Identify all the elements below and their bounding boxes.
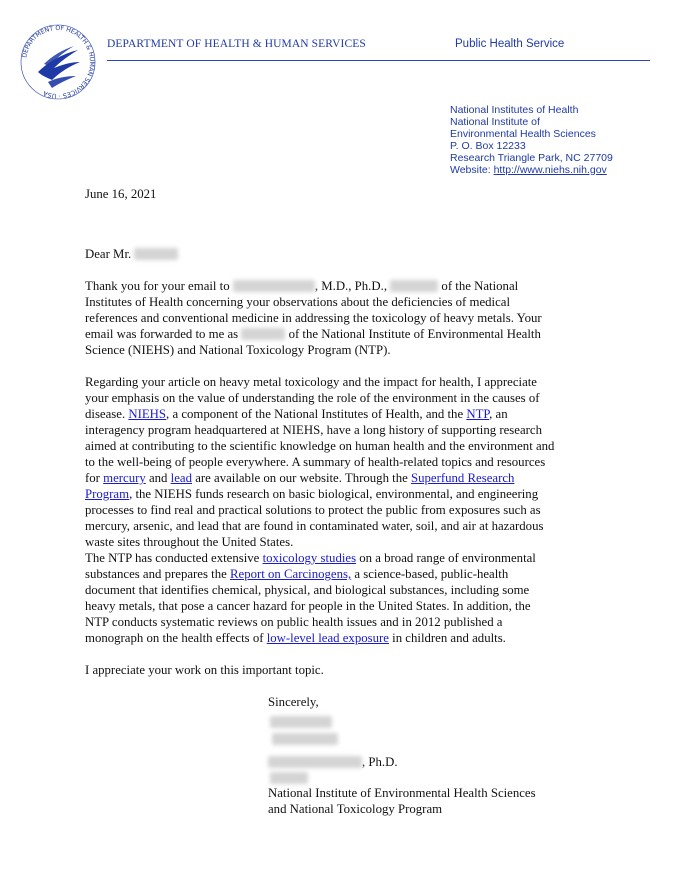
superfund-research-link[interactable]: Superfund Research (411, 471, 515, 485)
redacted-title (241, 328, 285, 340)
redacted-name (233, 280, 315, 292)
text: and (148, 471, 168, 485)
mercury-link[interactable]: mercury (103, 471, 146, 485)
redacted-title (390, 280, 438, 292)
salutation (85, 246, 178, 262)
redacted-signer-name (268, 756, 362, 768)
text: are available on our website. Through the (195, 471, 408, 485)
lead-link[interactable]: lead (170, 471, 192, 485)
text: for (85, 471, 100, 485)
seal-text: DEPARTMENT OF HEALTH & HUMAN SERVICES · USA (21, 24, 96, 100)
website-link[interactable]: http://www.niehs.nih.gov (493, 163, 607, 176)
text: Thank you for your email to (85, 279, 230, 293)
text: email was forwarded to me as (85, 327, 239, 341)
text-line: Regarding your article on heavy metal toxicology and the impact for health, I appreciate (85, 375, 537, 389)
text-line: waste sites throughout the United States. (85, 535, 294, 549)
return-address (450, 105, 613, 176)
closing: Sincerely, (268, 695, 319, 709)
hhs-seal-logo (18, 22, 98, 102)
text: substances and prepares the (85, 567, 227, 581)
institution-line-1: National Institute of Environmental Health Sciences (268, 786, 536, 800)
text: disease. (85, 407, 126, 421)
report-on-carcinogens-link[interactable]: Report on Carcinogens, (229, 567, 352, 581)
text-line: mercury, arsenic, and lead that are found in contaminated water, soil, and air at hazardous (85, 519, 544, 533)
address-line: P. O. Box 12233 (450, 139, 526, 152)
text-line: aimed at contributing to the scientific knowledge on human health and the environment and (85, 439, 555, 453)
text-line: heavy metals, that pose a cancer hazard for people in the United States. In addition, the (85, 599, 531, 613)
text: of the National (441, 279, 519, 293)
institution-line-2: and National Toxicology Program (268, 802, 443, 816)
ntp-link[interactable]: NTP (466, 407, 490, 421)
letterhead-divider (107, 60, 650, 61)
signature-scribble (270, 716, 332, 728)
text-line: interagency program headquartered at NIEHS, have a long history of supporting research (85, 423, 542, 437)
address-line: National Institutes of Health (450, 104, 579, 116)
letter-date: June 16, 2021 (85, 187, 157, 201)
paragraph-4: I appreciate your work on this important topic. (85, 663, 324, 677)
eagle-icon (38, 46, 80, 88)
text: in children and adults. (392, 631, 506, 645)
website-line (450, 165, 613, 177)
text-line: Institutes of Health concerning your observations about the deficiencies of medical (85, 295, 511, 309)
paragraph-3 (85, 550, 645, 646)
text-line: your emphasis on the value of understanding the role of the environment in the causes of (85, 391, 540, 405)
text: , the NIEHS funds research on basic biological, environmental, and engineering (129, 487, 539, 501)
paragraph-1 (85, 278, 645, 358)
signer-name-line (268, 754, 398, 770)
public-health-service: Public Health Service (455, 38, 565, 50)
website-label: Website: (450, 163, 494, 176)
text-line: references and conventional medicine in addressing the toxicology of heavy metals. Your (85, 311, 542, 325)
text-line: processes to find real and practical solutions to protect the public from exposures such as (85, 503, 541, 517)
text: monograph on the health effects of (85, 631, 264, 645)
text: on a broad range of environmental (359, 551, 536, 565)
toxicology-studies-link[interactable]: toxicology studies (262, 551, 357, 565)
address-line: National Institute of (450, 115, 540, 128)
signer-degree: , Ph.D. (362, 755, 398, 769)
text: , a component of the National Institutes of Health, and the (166, 407, 464, 421)
address-line: Research Triangle Park, NC 27709 (450, 151, 613, 164)
text: a science-based, public-health (354, 567, 509, 581)
low-level-lead-exposure-link[interactable]: low-level lead exposure (266, 631, 389, 645)
text-line: to the well-being of people everywhere. A summary of health-related topics and resources (85, 455, 546, 469)
signature-scribble (272, 733, 338, 745)
paragraph-2 (85, 374, 645, 550)
superfund-program-link[interactable]: Program (85, 487, 130, 501)
text: , M.D., Ph.D., (314, 279, 388, 293)
redacted-signer-title (270, 772, 308, 784)
text: The NTP has conducted extensive (85, 551, 260, 565)
text: of the National Institute of Environmental Health (288, 327, 541, 341)
text-line: document that identifies chemical, physical, and biological substances, including some (85, 583, 530, 597)
department-name: DEPARTMENT OF HEALTH & HUMAN SERVICES (107, 38, 366, 50)
niehs-link[interactable]: NIEHS (128, 407, 167, 421)
text-line: NTP conducts systematic reviews on public health issues and in 2012 published a (85, 615, 503, 629)
address-line: Environmental Health Sciences (450, 127, 596, 140)
text: , an (489, 407, 508, 421)
redacted-name (134, 248, 178, 260)
text-line: Science (NIEHS) and National Toxicology Program (NTP). (85, 343, 391, 357)
salutation-text: Dear Mr. (85, 247, 132, 261)
